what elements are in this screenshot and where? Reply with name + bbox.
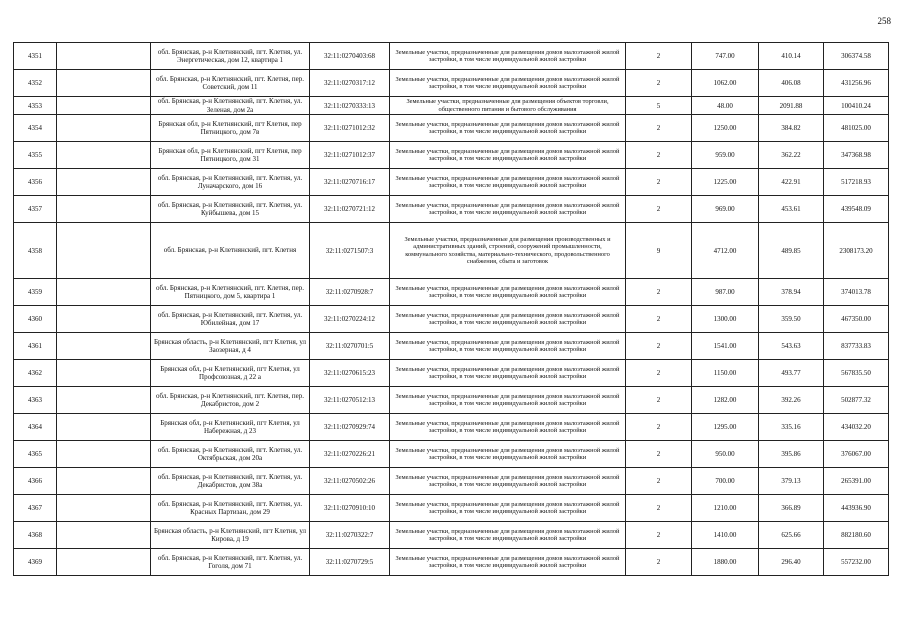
row-number: 4352 <box>14 70 57 97</box>
specific-value-cell: 296.40 <box>759 549 824 576</box>
row-spacer <box>57 468 151 495</box>
cadastral-value-cell: 2308173.20 <box>824 223 889 279</box>
area-cell: 1410.00 <box>692 522 759 549</box>
row-number: 4359 <box>14 279 57 306</box>
specific-value-cell: 392.26 <box>759 387 824 414</box>
row-spacer <box>57 333 151 360</box>
cadastral-number-cell: 32:11:0270226:21 <box>310 441 390 468</box>
specific-value-cell: 2091.88 <box>759 97 824 115</box>
table-row <box>14 441 889 468</box>
row-number: 4368 <box>14 522 57 549</box>
page-number: 258 <box>877 16 891 26</box>
row-number: 4353 <box>14 97 57 115</box>
address-cell: Брянская обл, р-н Клетнянский, пгт Клетня, пер Пятницкого, дом 7в <box>151 115 310 142</box>
land-use-cell: Земельные участки, предназначенные для размещения объектов торговли, общественного питания и бытового обслуживания <box>390 97 626 115</box>
address-cell: обл. Брянская, р-н Клетнянский, пгт. Клетня, ул. Красных Партизан, дом 29 <box>151 495 310 522</box>
group-cell: 9 <box>626 223 692 279</box>
cadastral-value-cell: 502877.32 <box>824 387 889 414</box>
specific-value-cell: 543.63 <box>759 333 824 360</box>
row-number: 4360 <box>14 306 57 333</box>
address-cell: обл. Брянская, р-н Клетнянский, пгт. Клетня, ул. Октябрьская, дом 20а <box>151 441 310 468</box>
table-row <box>14 360 889 387</box>
area-cell: 1282.00 <box>692 387 759 414</box>
row-number: 4357 <box>14 196 57 223</box>
address-cell: обл. Брянская, р-н Клетнянский, пгт. Клетня, ул. Энергетическая, дом 12, квартира 1 <box>151 43 310 70</box>
group-cell: 2 <box>626 279 692 306</box>
row-spacer <box>57 522 151 549</box>
row-spacer <box>57 549 151 576</box>
cadastral-number-cell: 32:11:0270716:17 <box>310 169 390 196</box>
land-use-cell: Земельные участки, предназначенные для размещения домов малоэтажной жилой застройки, в том числе индивидуальной жилой застройки <box>390 468 626 495</box>
address-cell: обл. Брянская, р-н Клетнянский, пгт. Клетня, ул. Гоголя, дом 71 <box>151 549 310 576</box>
cadastral-value-cell: 100410.24 <box>824 97 889 115</box>
table-row <box>14 495 889 522</box>
specific-value-cell: 395.86 <box>759 441 824 468</box>
specific-value-cell: 410.14 <box>759 43 824 70</box>
group-cell: 2 <box>626 115 692 142</box>
land-use-cell: Земельные участки, предназначенные для размещения домов малоэтажной жилой застройки, в том числе индивидуальной жилой застройки <box>390 142 626 169</box>
cadastral-value-cell: 347368.98 <box>824 142 889 169</box>
row-spacer <box>57 495 151 522</box>
row-number: 4362 <box>14 360 57 387</box>
specific-value-cell: 384.82 <box>759 115 824 142</box>
cadastral-number-cell: 32:11:0270403:68 <box>310 43 390 70</box>
table-row <box>14 279 889 306</box>
row-number: 4358 <box>14 223 57 279</box>
row-number: 4356 <box>14 169 57 196</box>
specific-value-cell: 493.77 <box>759 360 824 387</box>
cadastral-value-cell: 882180.60 <box>824 522 889 549</box>
table-row <box>14 468 889 495</box>
group-cell: 2 <box>626 522 692 549</box>
address-cell: Брянская обл, р-н Клетнянский, пгт Клетня, пер Пятницкого, дом 31 <box>151 142 310 169</box>
cadastral-number-cell: 32:11:0270701:5 <box>310 333 390 360</box>
cadastral-value-cell: 434032.20 <box>824 414 889 441</box>
land-use-cell: Земельные участки, предназначенные для размещения домов малоэтажной жилой застройки, в том числе индивидуальной жилой застройки <box>390 441 626 468</box>
land-use-cell: Земельные участки, предназначенные для размещения домов малоэтажной жилой застройки, в том числе индивидуальной жилой застройки <box>390 522 626 549</box>
address-cell: обл. Брянская, р-н Клетнянский, пгт. Клетня, пер. Пятницкого, дом 5, квартира 1 <box>151 279 310 306</box>
specific-value-cell: 335.16 <box>759 414 824 441</box>
row-spacer <box>57 387 151 414</box>
cadastral-value-cell: 374013.78 <box>824 279 889 306</box>
cadastral-number-cell: 32:11:0270721:12 <box>310 196 390 223</box>
area-cell: 700.00 <box>692 468 759 495</box>
group-cell: 2 <box>626 70 692 97</box>
cadastral-number-cell: 32:11:0271012:32 <box>310 115 390 142</box>
row-number: 4366 <box>14 468 57 495</box>
row-number: 4361 <box>14 333 57 360</box>
row-number: 4355 <box>14 142 57 169</box>
table-row <box>14 414 889 441</box>
address-cell: Брянская область, р-н Клетнянский, пгт Клетня, ул Кирова, д 19 <box>151 522 310 549</box>
cadastral-number-cell: 32:11:0271507:3 <box>310 223 390 279</box>
table-row <box>14 97 889 115</box>
row-number: 4367 <box>14 495 57 522</box>
cadastral-value-cell: 376067.00 <box>824 441 889 468</box>
land-use-cell: Земельные участки, предназначенные для размещения домов малоэтажной жилой застройки, в том числе индивидуальной жилой застройки <box>390 115 626 142</box>
cadastral-number-cell: 32:11:0270502:26 <box>310 468 390 495</box>
row-number: 4369 <box>14 549 57 576</box>
area-cell: 950.00 <box>692 441 759 468</box>
row-spacer <box>57 360 151 387</box>
group-cell: 2 <box>626 468 692 495</box>
land-use-cell: Земельные участки, предназначенные для размещения домов малоэтажной жилой застройки, в том числе индивидуальной жилой застройки <box>390 414 626 441</box>
cadastral-value-cell: 567835.50 <box>824 360 889 387</box>
table-row <box>14 223 889 279</box>
address-cell: Брянская обл, р-н Клетнянский, пгт Клетня, ул Профсоюзная, д 22 а <box>151 360 310 387</box>
table-row <box>14 387 889 414</box>
cadastral-value-cell: 837733.83 <box>824 333 889 360</box>
address-cell: обл. Брянская, р-н Клетнянский, пгт. Клетня, ул. Куйбышева, дом 15 <box>151 196 310 223</box>
cadastral-number-cell: 32:11:0270333:13 <box>310 97 390 115</box>
specific-value-cell: 489.85 <box>759 223 824 279</box>
cadastral-value-table <box>13 42 889 576</box>
area-cell: 959.00 <box>692 142 759 169</box>
row-spacer <box>57 196 151 223</box>
land-use-cell: Земельные участки, предназначенные для размещения домов малоэтажной жилой застройки, в том числе индивидуальной жилой застройки <box>390 169 626 196</box>
table-row <box>14 169 889 196</box>
cadastral-value-cell: 481025.00 <box>824 115 889 142</box>
group-cell: 2 <box>626 549 692 576</box>
area-cell: 4712.00 <box>692 223 759 279</box>
area-cell: 1150.00 <box>692 360 759 387</box>
specific-value-cell: 625.66 <box>759 522 824 549</box>
cadastral-number-cell: 32:11:0270729:5 <box>310 549 390 576</box>
row-spacer <box>57 223 151 279</box>
area-cell: 969.00 <box>692 196 759 223</box>
cadastral-number-cell: 32:11:0270615:23 <box>310 360 390 387</box>
group-cell: 2 <box>626 387 692 414</box>
row-spacer <box>57 142 151 169</box>
table-row <box>14 43 889 70</box>
land-use-cell: Земельные участки, предназначенные для размещения домов малоэтажной жилой застройки, в том числе индивидуальной жилой застройки <box>390 43 626 70</box>
table-body <box>14 43 889 576</box>
table-row <box>14 333 889 360</box>
land-use-cell: Земельные участки, предназначенные для размещения домов малоэтажной жилой застройки, в том числе индивидуальной жилой застройки <box>390 549 626 576</box>
address-cell: обл. Брянская, р-н Клетнянский, пгт. Клетня, ул. Луначарского, дом 16 <box>151 169 310 196</box>
cadastral-value-cell: 443936.90 <box>824 495 889 522</box>
land-use-cell: Земельные участки, предназначенные для размещения домов малоэтажной жилой застройки, в том числе индивидуальной жилой застройки <box>390 279 626 306</box>
cadastral-number-cell: 32:11:0270928:7 <box>310 279 390 306</box>
land-use-cell: Земельные участки, предназначенные для размещения домов малоэтажной жилой застройки, в том числе индивидуальной жилой застройки <box>390 360 626 387</box>
row-spacer <box>57 43 151 70</box>
land-use-cell: Земельные участки, предназначенные для размещения домов малоэтажной жилой застройки, в том числе индивидуальной жилой застройки <box>390 495 626 522</box>
cadastral-value-cell: 431256.96 <box>824 70 889 97</box>
specific-value-cell: 366.89 <box>759 495 824 522</box>
area-cell: 987.00 <box>692 279 759 306</box>
specific-value-cell: 362.22 <box>759 142 824 169</box>
group-cell: 2 <box>626 196 692 223</box>
cadastral-value-cell: 265391.00 <box>824 468 889 495</box>
table-row <box>14 70 889 97</box>
row-spacer <box>57 441 151 468</box>
area-cell: 1300.00 <box>692 306 759 333</box>
cadastral-value-cell: 557232.00 <box>824 549 889 576</box>
row-number: 4351 <box>14 43 57 70</box>
area-cell: 1541.00 <box>692 333 759 360</box>
address-cell: обл. Брянская, р-н Клетнянский, пгт. Клетня <box>151 223 310 279</box>
specific-value-cell: 453.61 <box>759 196 824 223</box>
row-spacer <box>57 414 151 441</box>
table-row <box>14 522 889 549</box>
area-cell: 1062.00 <box>692 70 759 97</box>
cadastral-value-cell: 439548.09 <box>824 196 889 223</box>
group-cell: 2 <box>626 441 692 468</box>
address-cell: обл. Брянская, р-н Клетнянский, пгт. Клетня, пер. Советский, дом 11 <box>151 70 310 97</box>
group-cell: 2 <box>626 333 692 360</box>
row-spacer <box>57 306 151 333</box>
table-row <box>14 142 889 169</box>
row-spacer <box>57 97 151 115</box>
address-cell: Брянская область, р-н Клетнянский, пгт Клетня, ул Заозерная, д 4 <box>151 333 310 360</box>
cadastral-number-cell: 32:11:0270317:12 <box>310 70 390 97</box>
address-cell: обл. Брянская, р-н Клетнянский, пгт. Клетня, пер. Декабристов, дом 2 <box>151 387 310 414</box>
land-use-cell: Земельные участки, предназначенные для размещения домов малоэтажной жилой застройки, в том числе индивидуальной жилой застройки <box>390 387 626 414</box>
area-cell: 1295.00 <box>692 414 759 441</box>
land-use-cell: Земельные участки, предназначенные для размещения домов малоэтажной жилой застройки, в том числе индивидуальной жилой застройки <box>390 70 626 97</box>
specific-value-cell: 378.94 <box>759 279 824 306</box>
row-spacer <box>57 115 151 142</box>
row-number: 4354 <box>14 115 57 142</box>
table-row <box>14 306 889 333</box>
group-cell: 5 <box>626 97 692 115</box>
area-cell: 48.00 <box>692 97 759 115</box>
specific-value-cell: 379.13 <box>759 468 824 495</box>
address-cell: Брянская обл, р-н Клетнянский, пгт Клетня, ул Набережная, д 23 <box>151 414 310 441</box>
cadastral-value-cell: 306374.58 <box>824 43 889 70</box>
group-cell: 2 <box>626 360 692 387</box>
row-spacer <box>57 70 151 97</box>
row-number: 4364 <box>14 414 57 441</box>
row-spacer <box>57 279 151 306</box>
cadastral-number-cell: 32:11:0270929:74 <box>310 414 390 441</box>
cadastral-number-cell: 32:11:0271012:37 <box>310 142 390 169</box>
group-cell: 2 <box>626 142 692 169</box>
table-row <box>14 196 889 223</box>
land-use-cell: Земельные участки, предназначенные для размещения домов малоэтажной жилой застройки, в том числе индивидуальной жилой застройки <box>390 333 626 360</box>
row-number: 4365 <box>14 441 57 468</box>
table-row <box>14 115 889 142</box>
cadastral-value-cell: 467350.00 <box>824 306 889 333</box>
cadastral-value-cell: 517218.93 <box>824 169 889 196</box>
area-cell: 1250.00 <box>692 115 759 142</box>
address-cell: обл. Брянская, р-н Клетнянский, пгт. Клетня, ул. Юбилейная, дом 17 <box>151 306 310 333</box>
group-cell: 2 <box>626 414 692 441</box>
area-cell: 1880.00 <box>692 549 759 576</box>
specific-value-cell: 406.08 <box>759 70 824 97</box>
land-use-cell: Земельные участки, предназначенные для размещения производственных и административных зданий, строений, сооружений промышленности, коммунального хозяйства, материально-технического, продовольственного снабжения, сбыта и заготовок <box>390 223 626 279</box>
land-use-cell: Земельные участки, предназначенные для размещения домов малоэтажной жилой застройки, в том числе индивидуальной жилой застройки <box>390 196 626 223</box>
specific-value-cell: 422.91 <box>759 169 824 196</box>
area-cell: 1210.00 <box>692 495 759 522</box>
specific-value-cell: 359.50 <box>759 306 824 333</box>
cadastral-number-cell: 32:11:0270224:12 <box>310 306 390 333</box>
row-spacer <box>57 169 151 196</box>
area-cell: 1225.00 <box>692 169 759 196</box>
address-cell: обл. Брянская, р-н Клетнянский, пгт. Клетня, ул. Зеленая, дом 2а <box>151 97 310 115</box>
group-cell: 2 <box>626 169 692 196</box>
group-cell: 2 <box>626 495 692 522</box>
address-cell: обл. Брянская, р-н Клетнянский, пгт. Клетня, ул. Декабристов, дом 38а <box>151 468 310 495</box>
row-number: 4363 <box>14 387 57 414</box>
land-use-cell: Земельные участки, предназначенные для размещения домов малоэтажной жилой застройки, в том числе индивидуальной жилой застройки <box>390 306 626 333</box>
cadastral-number-cell: 32:11:0270910:10 <box>310 495 390 522</box>
cadastral-number-cell: 32:11:0270322:7 <box>310 522 390 549</box>
table-row <box>14 549 889 576</box>
cadastral-number-cell: 32:11:0270512:13 <box>310 387 390 414</box>
group-cell: 2 <box>626 306 692 333</box>
area-cell: 747.00 <box>692 43 759 70</box>
group-cell: 2 <box>626 43 692 70</box>
